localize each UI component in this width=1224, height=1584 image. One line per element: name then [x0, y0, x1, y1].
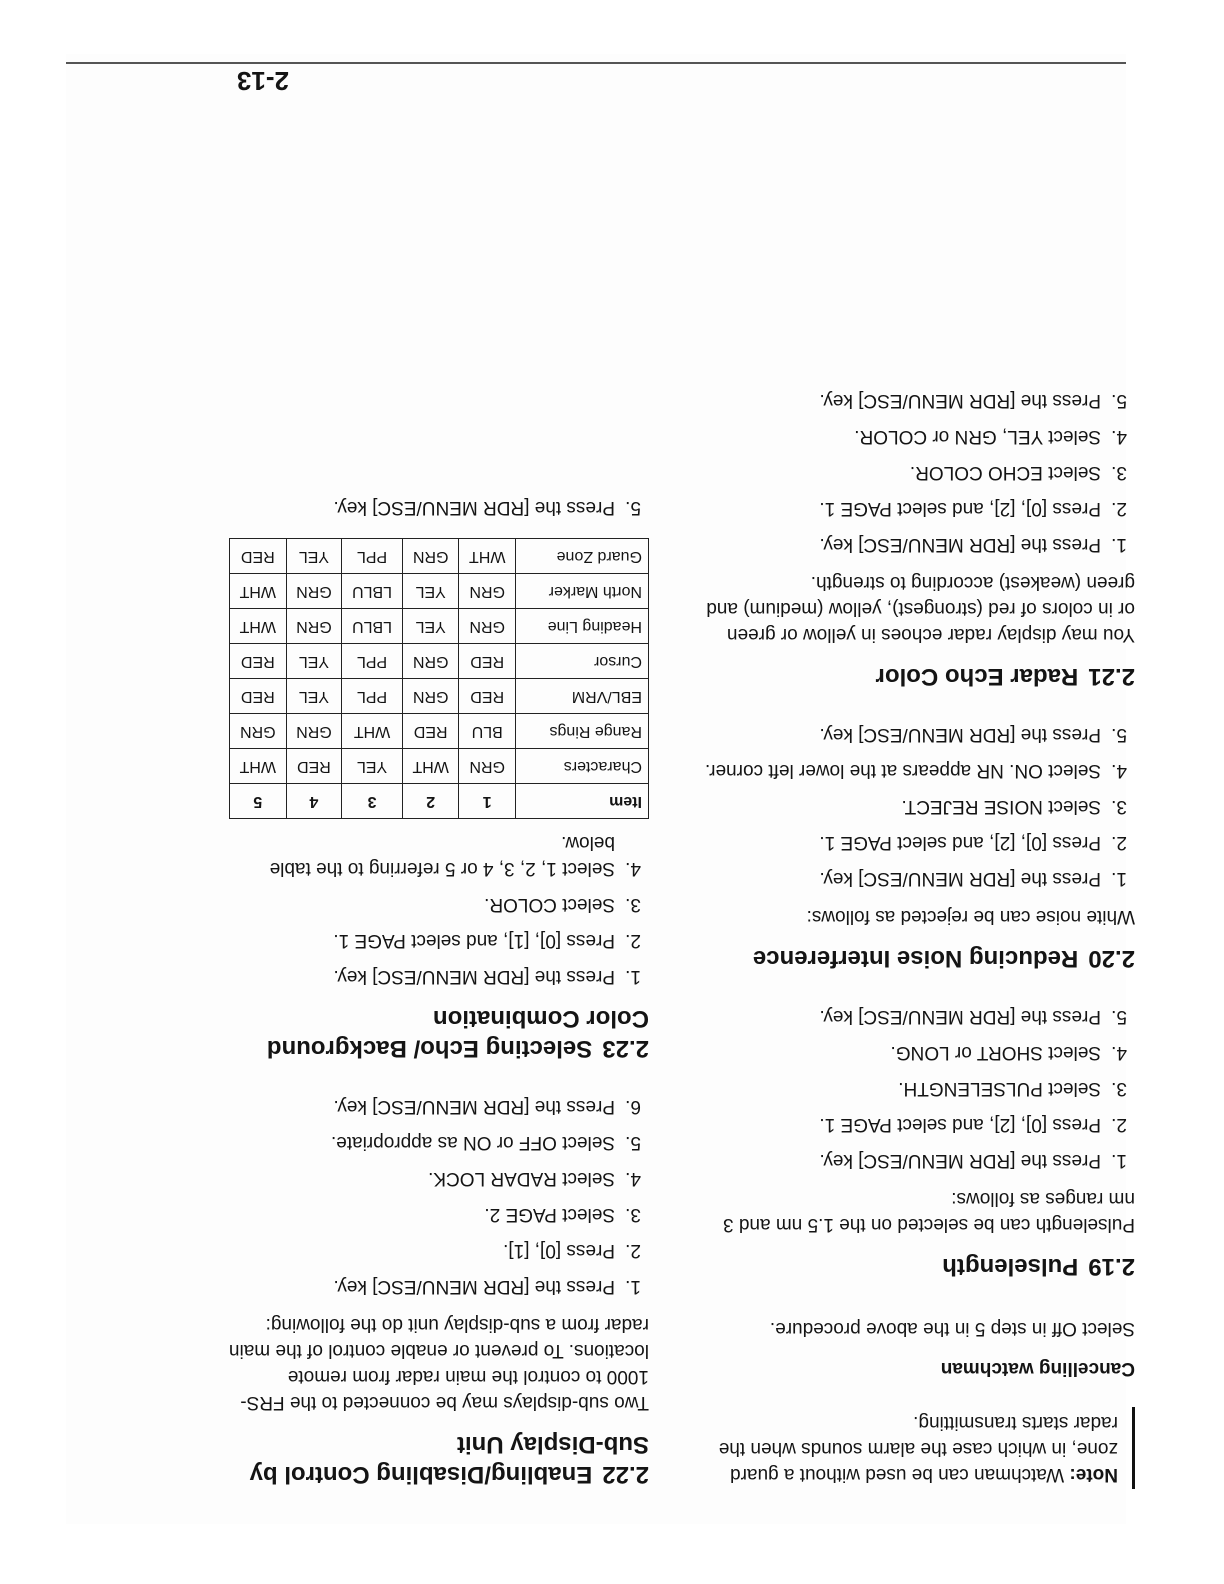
list-item	[705, 1147, 1135, 1173]
list-item	[705, 387, 1135, 413]
table-color-cell: RED	[230, 539, 287, 574]
table-row	[230, 714, 649, 749]
list-item	[705, 459, 1135, 485]
step-text: Press [0], [2], and select PAGE 1.	[819, 498, 1101, 519]
table-color-cell: GRN	[459, 609, 516, 644]
step-text: Press the [RDR MENU/ESC] key.	[819, 1006, 1101, 1027]
step-text: Press the [RDR MENU/ESC] key.	[819, 390, 1101, 411]
table-item-cell: Guard Zone	[516, 539, 649, 574]
table-color-cell: RED	[286, 749, 342, 784]
table-item-cell: EBL/VRM	[516, 679, 649, 714]
step-text: Select SHORT or LONG.	[890, 1042, 1101, 1063]
section-number: 2.21	[1088, 663, 1135, 690]
list-item	[705, 1039, 1135, 1065]
step-number: 4.	[1111, 760, 1127, 781]
table-color-cell: WHT	[230, 609, 287, 644]
left-column	[705, 357, 1135, 1489]
step-number: 1.	[625, 966, 641, 987]
section-2-20-steps	[705, 721, 1135, 891]
list-item	[219, 963, 649, 989]
list-item	[219, 1201, 649, 1227]
step-number: 2.	[1111, 498, 1127, 519]
section-2-20-heading	[705, 943, 1135, 973]
step-number: 1.	[1111, 868, 1127, 889]
table-color-cell: RED	[459, 679, 516, 714]
step-text: Press [0], [1], and select PAGE 1.	[333, 930, 615, 951]
list-item	[705, 793, 1135, 819]
table-color-cell: WHT	[402, 749, 459, 784]
step-text: Press the [RDR MENU/ESC] key.	[819, 1150, 1101, 1171]
step-text: Press [0], [1].	[503, 1240, 615, 1261]
step-number: 1.	[625, 1276, 641, 1297]
list-item	[219, 1237, 649, 1263]
step-text: Select OFF or ON as appropriate.	[330, 1132, 615, 1153]
table-row	[230, 749, 649, 784]
section-2-23-final-step	[219, 494, 649, 520]
step-number: 5.	[1111, 1006, 1127, 1027]
section-number: 2.19	[1088, 1253, 1135, 1280]
table-color-cell: YEL	[402, 574, 459, 609]
table-color-cell: GRN	[402, 679, 459, 714]
step-number: 4.	[1111, 426, 1127, 447]
step-number: 6.	[625, 1096, 641, 1117]
list-item	[219, 1129, 649, 1155]
table-color-cell: YEL	[402, 609, 459, 644]
list-item	[219, 891, 649, 917]
step-number: 3.	[1111, 796, 1127, 817]
section-title: Pulselength	[942, 1253, 1079, 1280]
section-2-22-steps	[219, 1093, 649, 1299]
table-color-cell: GRN	[402, 644, 459, 679]
table-color-cell: WHT	[230, 749, 287, 784]
table-color-cell: LBLU	[342, 609, 403, 644]
list-item	[219, 829, 649, 881]
table-color-cell: GRN	[286, 609, 342, 644]
table-color-cell: WHT	[342, 714, 403, 749]
binding-edge	[66, 62, 1126, 64]
list-item	[219, 1273, 649, 1299]
step-number: 2.	[625, 1240, 641, 1261]
step-text: Press [0], [2], and select PAGE 1.	[819, 1114, 1101, 1135]
table-body	[230, 539, 649, 784]
table-color-cell: WHT	[230, 574, 287, 609]
step-number: 1.	[1111, 534, 1127, 555]
section-number: 2.23	[602, 1035, 649, 1062]
step-number: 4.	[625, 858, 641, 879]
list-item	[705, 865, 1135, 891]
step-number: 5.	[1111, 390, 1127, 411]
table-row	[230, 644, 649, 679]
step-text: Press the [RDR MENU/ESC] key.	[819, 724, 1101, 745]
table-item-cell: Range Rings	[516, 714, 649, 749]
table-color-cell: RED	[459, 644, 516, 679]
table-color-cell: YEL	[286, 539, 342, 574]
list-item	[219, 1093, 649, 1119]
table-color-cell: BLU	[459, 714, 516, 749]
table-item-cell: Heading Line	[516, 609, 649, 644]
list-item	[705, 1075, 1135, 1101]
section-2-22-heading	[219, 1429, 649, 1489]
step-number: 5.	[1111, 724, 1127, 745]
step-text: Select ECHO COLOR.	[909, 462, 1101, 483]
section-2-19-intro: Pulselength can be selected on the 1.5 nm and 3 nm ranges as follows:	[723, 1188, 1135, 1235]
table-color-cell: GRN	[402, 539, 459, 574]
list-item	[219, 1165, 649, 1191]
step-number: 3.	[625, 894, 641, 915]
cancelling-watchman-heading: Cancelling watchman	[940, 1358, 1135, 1379]
table-color-cell: RED	[230, 644, 287, 679]
list-item	[705, 1111, 1135, 1137]
list-item	[705, 829, 1135, 855]
step-number: 5.	[625, 497, 641, 518]
step-number: 5.	[625, 1132, 641, 1153]
step-text: Press the [RDR MENU/ESC] key.	[333, 1276, 615, 1297]
table-color-cell: GRN	[459, 749, 516, 784]
section-2-19-steps	[705, 1003, 1135, 1173]
step-number: 2.	[1111, 1114, 1127, 1135]
table-header-cell: 5	[230, 784, 287, 819]
list-item	[705, 531, 1135, 557]
step-number: 4.	[625, 1168, 641, 1189]
list-item	[705, 757, 1135, 783]
step-text: Press the [RDR MENU/ESC] key.	[333, 1096, 615, 1117]
step-text: Press [0], [2], and select PAGE 1.	[819, 832, 1101, 853]
list-item	[219, 927, 649, 953]
table-color-cell: PPL	[342, 539, 403, 574]
section-number: 2.20	[1088, 945, 1135, 972]
table-header-cell: 1	[459, 784, 516, 819]
table-color-cell: GRN	[230, 714, 287, 749]
section-2-21-intro: You may display radar echoes in yellow or green or in colors of red (strongest), yellow (medium) and green (weakest) according to strength.	[706, 572, 1135, 645]
step-number: 2.	[625, 930, 641, 951]
step-number: 3.	[1111, 1078, 1127, 1099]
step-number: 3.	[625, 1204, 641, 1225]
table-header-row	[230, 784, 649, 819]
list-item	[705, 721, 1135, 747]
section-2-19-heading	[705, 1251, 1135, 1281]
section-2-20-intro: White noise can be rejected as follows:	[806, 906, 1135, 927]
section-number: 2.22	[602, 1461, 649, 1488]
table-row	[230, 609, 649, 644]
table-color-cell: GRN	[459, 574, 516, 609]
table-color-cell: GRN	[286, 714, 342, 749]
table-item-cell: Characters	[516, 749, 649, 784]
section-title: Reducing Noise Interference	[752, 945, 1079, 972]
table-color-cell: YEL	[342, 749, 403, 784]
section-title: Radar Echo Color	[875, 663, 1079, 690]
step-text: Press the [RDR MENU/ESC] key.	[333, 497, 615, 518]
note-label: Note:	[1069, 1464, 1118, 1485]
table-item-cell: Cursor	[516, 644, 649, 679]
table-row	[230, 679, 649, 714]
section-2-21-heading	[705, 661, 1135, 691]
step-number: 1.	[1111, 1150, 1127, 1171]
step-text: Select YEL, GRN or COLOR.	[854, 426, 1101, 447]
page-number: 2-13	[236, 66, 289, 96]
table-header-cell: 2	[402, 784, 459, 819]
section-2-22-intro: Two sub-displays may be connected to the FRS-1000 to control the main radar from remote locations. To prevent or enable control of the main radar from a sub-display unit do the following:	[228, 1314, 649, 1413]
table-color-cell: PPL	[342, 679, 403, 714]
table-color-cell: RED	[402, 714, 459, 749]
section-title: Enabling/Disabling Control by Sub-Display Unit	[249, 1431, 649, 1488]
table-color-cell: GRN	[286, 574, 342, 609]
step-text: Press the [RDR MENU/ESC] key.	[819, 534, 1101, 555]
step-text: Select RADAR LOCK.	[428, 1168, 615, 1189]
echo-color-table	[229, 538, 649, 819]
table-color-cell: YEL	[286, 644, 342, 679]
note-text: Watchman can be used without a guard zone, in which case the alarm sounds when the radar starts transmitting.	[718, 1412, 1118, 1485]
note-box	[705, 1407, 1135, 1489]
table-color-cell: LBLU	[342, 574, 403, 609]
step-text: Press the [RDR MENU/ESC] key.	[819, 868, 1101, 889]
list-item	[705, 1003, 1135, 1029]
table-color-cell: WHT	[459, 539, 516, 574]
step-number: 2.	[1111, 832, 1127, 853]
table-color-cell: PPL	[342, 644, 403, 679]
step-text: Press the [RDR MENU/ESC] key.	[333, 966, 615, 987]
table-item-cell: North Marker	[516, 574, 649, 609]
step-text: Select ON. NR appears at the lower left corner.	[704, 760, 1101, 781]
table-row	[230, 539, 649, 574]
step-number: 3.	[1111, 462, 1127, 483]
table-header-cell: 3	[342, 784, 403, 819]
step-text: Select COLOR.	[484, 894, 615, 915]
list-item	[219, 494, 649, 520]
step-text: Select PULSELENGTH.	[898, 1078, 1101, 1099]
section-2-23-steps	[219, 829, 649, 989]
step-text: Select PAGE 2.	[484, 1204, 615, 1225]
step-number: 4.	[1111, 1042, 1127, 1063]
step-text: Select NOISE REJECT.	[901, 796, 1101, 817]
cancelling-watchman-text: Select Off in step 5 in the above procedure.	[769, 1318, 1135, 1339]
section-2-21-steps	[705, 387, 1135, 557]
list-item	[705, 495, 1135, 521]
step-text: Select 1, 2, 3, 4 or 5 referring to the table below.	[269, 832, 615, 879]
table-header-cell: 4	[286, 784, 342, 819]
list-item	[705, 423, 1135, 449]
table-row	[230, 574, 649, 609]
table-color-cell: YEL	[286, 679, 342, 714]
section-title: Selecting Echo/ Background Color Combination	[266, 1005, 649, 1062]
table-color-cell: RED	[230, 679, 287, 714]
table-header-cell: Item	[516, 784, 649, 819]
section-2-23-heading	[219, 1003, 649, 1063]
right-column	[219, 464, 649, 1489]
